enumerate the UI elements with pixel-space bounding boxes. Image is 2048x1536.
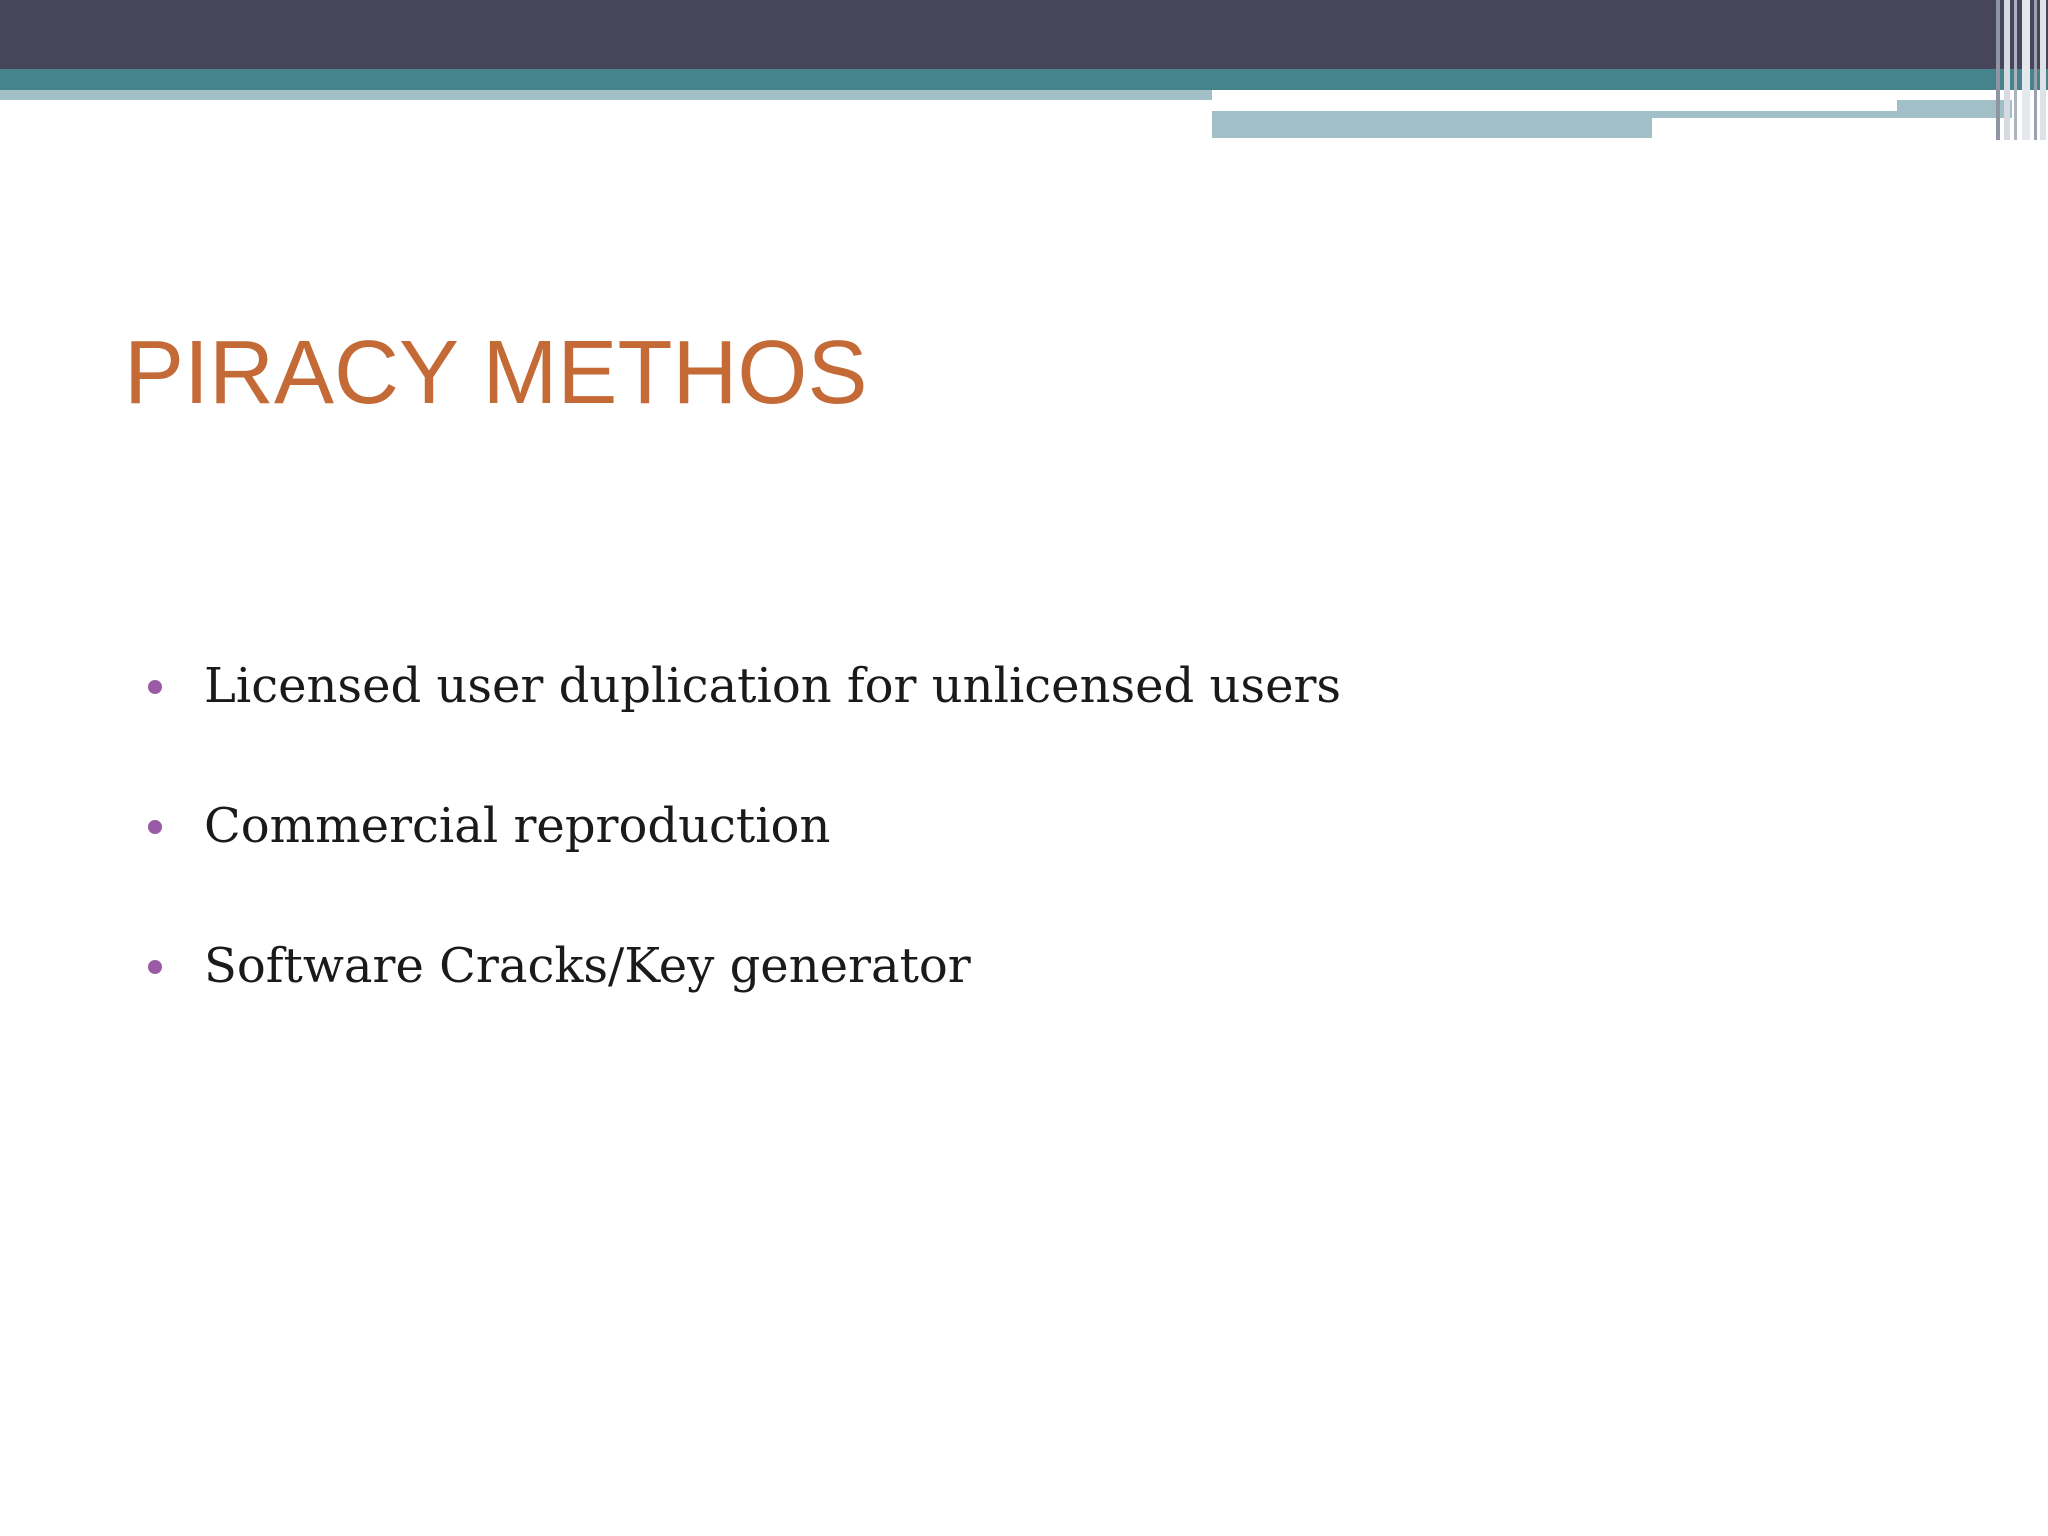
- bullet-text: Commercial reproduction: [204, 798, 831, 854]
- header-accent-light-block: [1212, 118, 1652, 138]
- bullet-marker-icon: [148, 960, 162, 974]
- slide-title: PIRACY METHOS: [124, 323, 868, 423]
- header-band-teal: [0, 69, 2048, 90]
- bullet-text: Software Cracks/Key generator: [204, 938, 971, 994]
- header-band-light: [0, 90, 1212, 100]
- header-accent-white-notch: [1652, 118, 2012, 132]
- bullet-marker-icon: [148, 820, 162, 834]
- header-band-dark: [0, 0, 2048, 69]
- header-accent-white-line: [1212, 100, 1897, 111]
- header-accent-light-strip: [1212, 111, 1897, 118]
- bullet-marker-icon: [148, 680, 162, 694]
- header-vertical-stripes: [1992, 0, 2048, 140]
- bullet-text: Licensed user duplication for unlicensed users: [204, 658, 1342, 714]
